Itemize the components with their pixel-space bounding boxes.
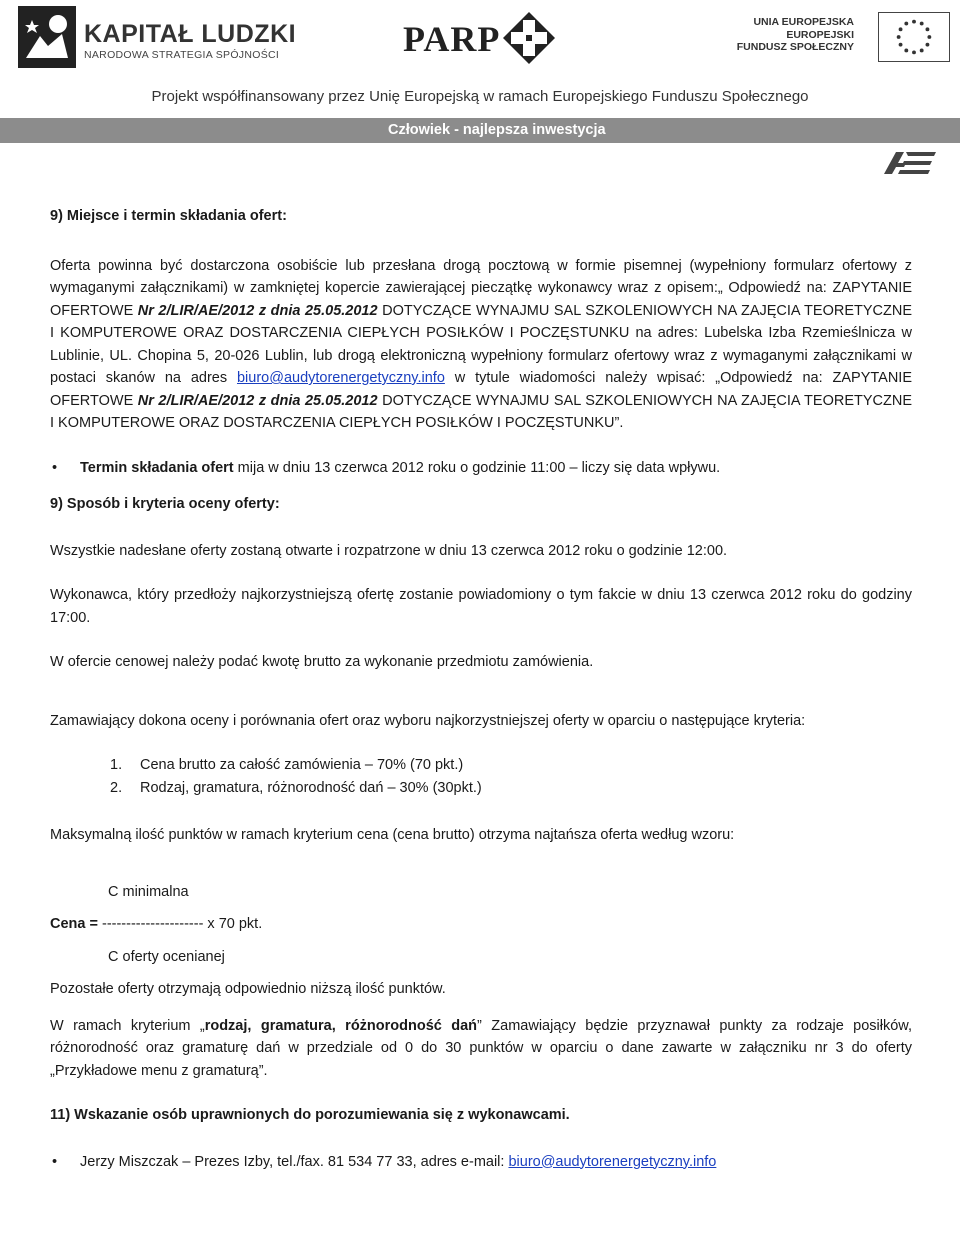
email-link-2[interactable]: biuro@audytorenergetyczny.info (508, 1153, 717, 1170)
deadline-label: Termin składania ofert (80, 459, 234, 476)
kapital-ludzki-title: KAPITAŁ LUDZKI (84, 20, 297, 48)
price-paragraph: W ofercie cenowej należy podać kwotę brutto za wykonanie przedmiotu zamówienia. (50, 654, 594, 670)
slogan-text: Człowiek - najlepsza inwestycja (388, 122, 606, 138)
submission-text-3: w tytule wiadomości należy wpisać: „Odpowiedź na: ZAPYTANIE OFERTOWE (50, 370, 912, 409)
document-body (50, 205, 912, 1173)
criterion-item (50, 754, 912, 777)
kapital-ludzki-logo (18, 6, 297, 68)
offer-submission-paragraph (50, 255, 912, 435)
menu-criterion-paragraph (50, 1015, 912, 1083)
submission-text-1: Oferta powinna być dostarczona osobiście lub przesłana drogą pocztową w formie pisemnej (wypełniony formularz ofertowy z wymaganymi załącznikami) w zamkniętej kopercie zawierającej pieczątkę wykonawcy wraz z opisem:„ Odpowiedź na: ZAPYTANIE OFERTOWE (50, 257, 912, 319)
menu-criterion-text-1: W ramach kryterium „ (50, 1017, 205, 1034)
formula-denominator: C oferty ocenianej (108, 948, 225, 965)
formula-expression: --------------------- x 70 pkt. (97, 916, 263, 932)
parp-emblem-icon (501, 10, 557, 66)
kapital-ludzki-subtitle: NARODOWA STRATEGIA SPÓJNOŚCI (84, 49, 280, 61)
max-points-paragraph: Maksymalną ilość punktów w ramach kryterium cena (cena brutto) otrzyma najtańsza oferta według wzoru: (50, 827, 735, 843)
deadline-text: mija w dniu 13 czerwca 2012 roku o godzinie 11:00 – liczy się data wpływu. (233, 459, 721, 476)
section-9b-heading: 9) Sposób i kryteria oceny oferty: (50, 496, 280, 512)
submission-text-4: DOTYCZĄCE WYNAJMU SAL SZKOLENIOWYCH NA ZAJĘCIA TEORETYCZNE I KOMPUTEROWE ORAZ DOSTARCZENIA CIEPŁYCH POSIŁKÓW I POCZĘSTUNKU”. (50, 392, 913, 431)
bullet-icon: • (52, 1153, 58, 1170)
other-offers-paragraph: Pozostałe oferty otrzymają odpowiednio niższą ilość punktów. (50, 981, 446, 997)
ae-logo-icon (884, 152, 936, 174)
parp-wordmark: PARP (403, 19, 501, 59)
criterion-number: 1. (110, 757, 123, 773)
parp-logo (403, 10, 563, 66)
eu-line-1: UNIA EUROPEJSKA (753, 16, 854, 28)
reference-number-2: Nr 2/LIR/AE/2012 z dnia 25.05.2012 (137, 392, 378, 409)
formula-label: Cena = (50, 916, 98, 932)
opening-paragraph: Wszystkie nadesłane oferty zostaną otwarte i rozpatrzone w dniu 13 czerwca 2012 roku o godzinie 12:00. (50, 542, 728, 559)
menu-criterion-text-2: ” Zamawiający będzie przyznawał punkty za rodzaje posiłków, różnorodność oraz gramaturę dań w przedziale od 0 do 30 punktów w oparciu o dane zawarte w załączniku nr 3 do oferty „Przykładowe menu z gramaturą”. (50, 1017, 913, 1079)
email-link-1[interactable]: biuro@audytorenergetyczny.info (236, 370, 445, 386)
section-9-heading: 9) Miejsce i termin składania ofert: (50, 208, 287, 224)
kapital-ludzki-emblem-icon (18, 6, 76, 68)
bullet-icon: • (52, 459, 58, 476)
criterion-text: Rodzaj, gramatura, różnorodność dań – 30% (30pkt.) (140, 779, 482, 796)
contact-bullet (50, 1151, 912, 1174)
eu-line-3: FUNDUSZ SPOŁECZNY (736, 41, 854, 53)
notification-paragraph: Wykonawca, który przedłoży najkorzystniejszą ofertę zostanie powiadomiony o tym fakcie w dniu 13 czerwca 2012 roku do godziny 17:00. (50, 587, 912, 626)
section-11-heading: 11) Wskazanie osób uprawnionych do porozumiewania się z wykonawcami. (50, 1107, 570, 1123)
menu-criterion-bold: rodzaj, gramatura, różnorodność dań (204, 1017, 478, 1034)
formula-line (50, 913, 912, 936)
eu-line-2: EUROPEJSKI (786, 28, 854, 41)
criterion-item (50, 777, 912, 800)
document-header (0, 0, 960, 145)
reference-number-1: Nr 2/LIR/AE/2012 z dnia 25.05.2012 (137, 302, 378, 319)
deadline-bullet (50, 457, 912, 480)
criterion-text: Cena brutto za całość zamówienia – 70% (70 pkt.) (140, 757, 464, 773)
project-cofinancing-text: Projekt współfinansowany przez Unię Europejską w ramach Europejskiego Funduszu Społecznego (151, 88, 809, 105)
formula-numerator: C minimalna (108, 883, 189, 900)
eu-text (737, 16, 854, 54)
criteria-intro-paragraph: Zamawiający dokona oceny i porównania ofert oraz wyboru najkorzystniejszej oferty w oparciu o następujące kryteria: (50, 712, 806, 729)
eu-flag-icon (878, 12, 950, 62)
slogan-bar (0, 118, 960, 143)
eu-logo (736, 12, 950, 64)
criterion-number: 2. (110, 779, 123, 796)
submission-text-2: DOTYCZĄCE WYNAJMU SAL SZKOLENIOWYCH NA ZAJĘCIA TEORETYCZNE I KOMPUTEROWE ORAZ DOSTARCZENIA CIEPŁYCH POSIŁKÓW I POCZĘSTUNKU na adres: Lubelska Izba Rzemieślnicza w Lublinie, UL. Chopina 5, 20-026 Lublin, lub drogą elektroniczną wypełniony formularz ofertowy wraz z wymaganymi załącznikami w postaci skanów na adres (50, 302, 913, 386)
contact-text: Jerzy Miszczak – Prezes Izby, tel./fax. 81 534 77 33, adres e-mail: (80, 1153, 509, 1170)
